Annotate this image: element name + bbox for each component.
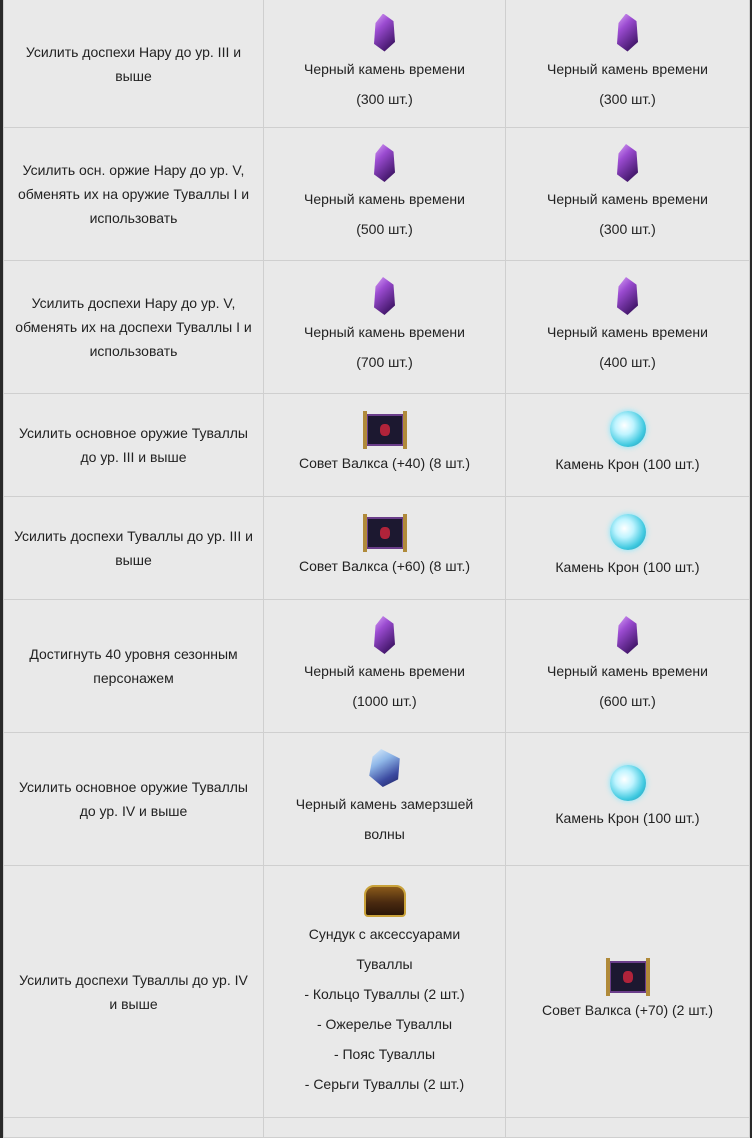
reward-name: Камень Крон (100 шт.) [555, 559, 700, 575]
table-row [4, 600, 750, 733]
task-cell [4, 261, 264, 394]
black-stone-time-icon [370, 144, 400, 182]
table-row [4, 1118, 750, 1138]
reward-cell [506, 1118, 750, 1138]
rewards-table [3, 0, 750, 1138]
reward-name: Совет Валкса (+60) (8 шт.) [299, 558, 470, 574]
black-stone-time-icon [613, 616, 643, 654]
task-text: Усилить основное оружие Туваллы до ур. IV и выше [19, 779, 248, 819]
reward-item: - Кольцо Туваллы (2 шт.) [304, 985, 465, 1002]
table-row [4, 0, 750, 128]
task-cell [4, 497, 264, 600]
reward-name: Черный камень времени [547, 663, 708, 679]
reward-cell [264, 600, 506, 733]
table-row [4, 866, 750, 1118]
cron-stone-icon [610, 514, 646, 550]
cron-stone-icon [610, 765, 646, 801]
reward-cell [506, 497, 750, 600]
table-row [4, 261, 750, 394]
reward-cell [506, 600, 750, 733]
reward-name: Черный камень времени [304, 191, 465, 207]
reward-cell [506, 733, 750, 866]
black-stone-time-icon [613, 14, 643, 52]
black-stone-time-icon [370, 616, 400, 654]
reward-name: Черный камень времени [547, 60, 708, 77]
reward-quantity: (300 шт.) [356, 90, 413, 107]
table-row [4, 733, 750, 866]
reward-quantity: (600 шт.) [599, 693, 656, 709]
reward-cell [264, 394, 506, 497]
reward-cell [506, 0, 750, 128]
reward-name: Черный камень времени [547, 191, 708, 207]
cron-stone-icon [610, 411, 646, 447]
task-text: Усилить доспехи Туваллы до ур. IV и выше [19, 971, 248, 1012]
reward-cell [506, 128, 750, 261]
task-cell [4, 733, 264, 866]
task-text: Усилить доспехи Нару до ур. III и выше [25, 43, 242, 84]
reward-name: Черный камень времени [304, 663, 465, 679]
task-text: Усилить основное оружие Туваллы до ур. III и выше [19, 425, 248, 465]
reward-quantity: (300 шт.) [599, 221, 656, 237]
task-cell [4, 128, 264, 261]
task-text: Достигнуть 40 уровня сезонным персонажем [29, 646, 238, 686]
reward-name: Совет Валкса (+40) (8 шт.) [299, 455, 470, 471]
task-cell [4, 600, 264, 733]
table-row [4, 128, 750, 261]
reward-quantity: волны [364, 826, 405, 842]
task-text: Усилить доспехи Нару до ур. V, обменять их на доспехи Туваллы I и использовать [15, 295, 252, 359]
reward-item: - Серьги Туваллы (2 шт.) [304, 1075, 465, 1092]
task-cell [4, 0, 264, 128]
reward-name: Совет Валкса (+70) (2 шт.) [542, 1001, 713, 1018]
reward-name: Камень Крон (100 шт.) [555, 810, 700, 826]
reward-cell [264, 733, 506, 866]
reward-cell [264, 261, 506, 394]
reward-cell [506, 261, 750, 394]
table-row [4, 394, 750, 497]
reward-name: Черный камень времени [547, 324, 708, 340]
reward-item: - Ожерелье Туваллы [316, 1015, 453, 1032]
reward-cell [264, 866, 506, 1118]
valks-cry-scroll-icon [609, 961, 647, 993]
reward-quantity: (400 шт.) [599, 354, 656, 370]
reward-name: Черный камень времени [304, 60, 465, 77]
reward-quantity: (700 шт.) [356, 354, 413, 370]
reward-name: Черный камень замерзшей [295, 796, 474, 812]
reward-name: Сундук с аксессуарами [308, 925, 461, 942]
reward-cell [506, 394, 750, 497]
reward-quantity: (300 шт.) [599, 90, 656, 107]
task-text: Усилить осн. оржие Нару до ур. V, обменять их на оружие Туваллы I и использовать [17, 162, 250, 226]
valks-cry-scroll-icon [366, 517, 404, 549]
table-row [4, 497, 750, 600]
task-text: Усилить доспехи Туваллы до ур. III и выше [14, 528, 253, 568]
rewards-table-container [3, 0, 749, 1122]
black-stone-time-icon [370, 277, 400, 315]
black-stone-time-icon [613, 144, 643, 182]
task-cell [4, 866, 264, 1118]
reward-cell [264, 1118, 506, 1138]
black-stone-time-icon [613, 277, 643, 315]
reward-cell [264, 128, 506, 261]
reward-cell [506, 866, 750, 1118]
black-stone-time-icon [370, 14, 400, 52]
frozen-wave-stone-icon [368, 749, 402, 787]
accessory-chest-icon [364, 885, 406, 917]
reward-quantity: (1000 шт.) [352, 693, 417, 709]
reward-quantity: Туваллы [356, 955, 413, 972]
reward-cell [264, 497, 506, 600]
valks-cry-scroll-icon [366, 414, 404, 446]
reward-name: Черный камень времени [304, 324, 465, 340]
reward-cell [264, 0, 506, 128]
reward-item: - Пояс Туваллы [333, 1045, 436, 1062]
task-cell [4, 394, 264, 497]
task-cell [4, 1118, 264, 1138]
reward-quantity: (500 шт.) [356, 221, 413, 237]
reward-name: Камень Крон (100 шт.) [555, 456, 700, 472]
